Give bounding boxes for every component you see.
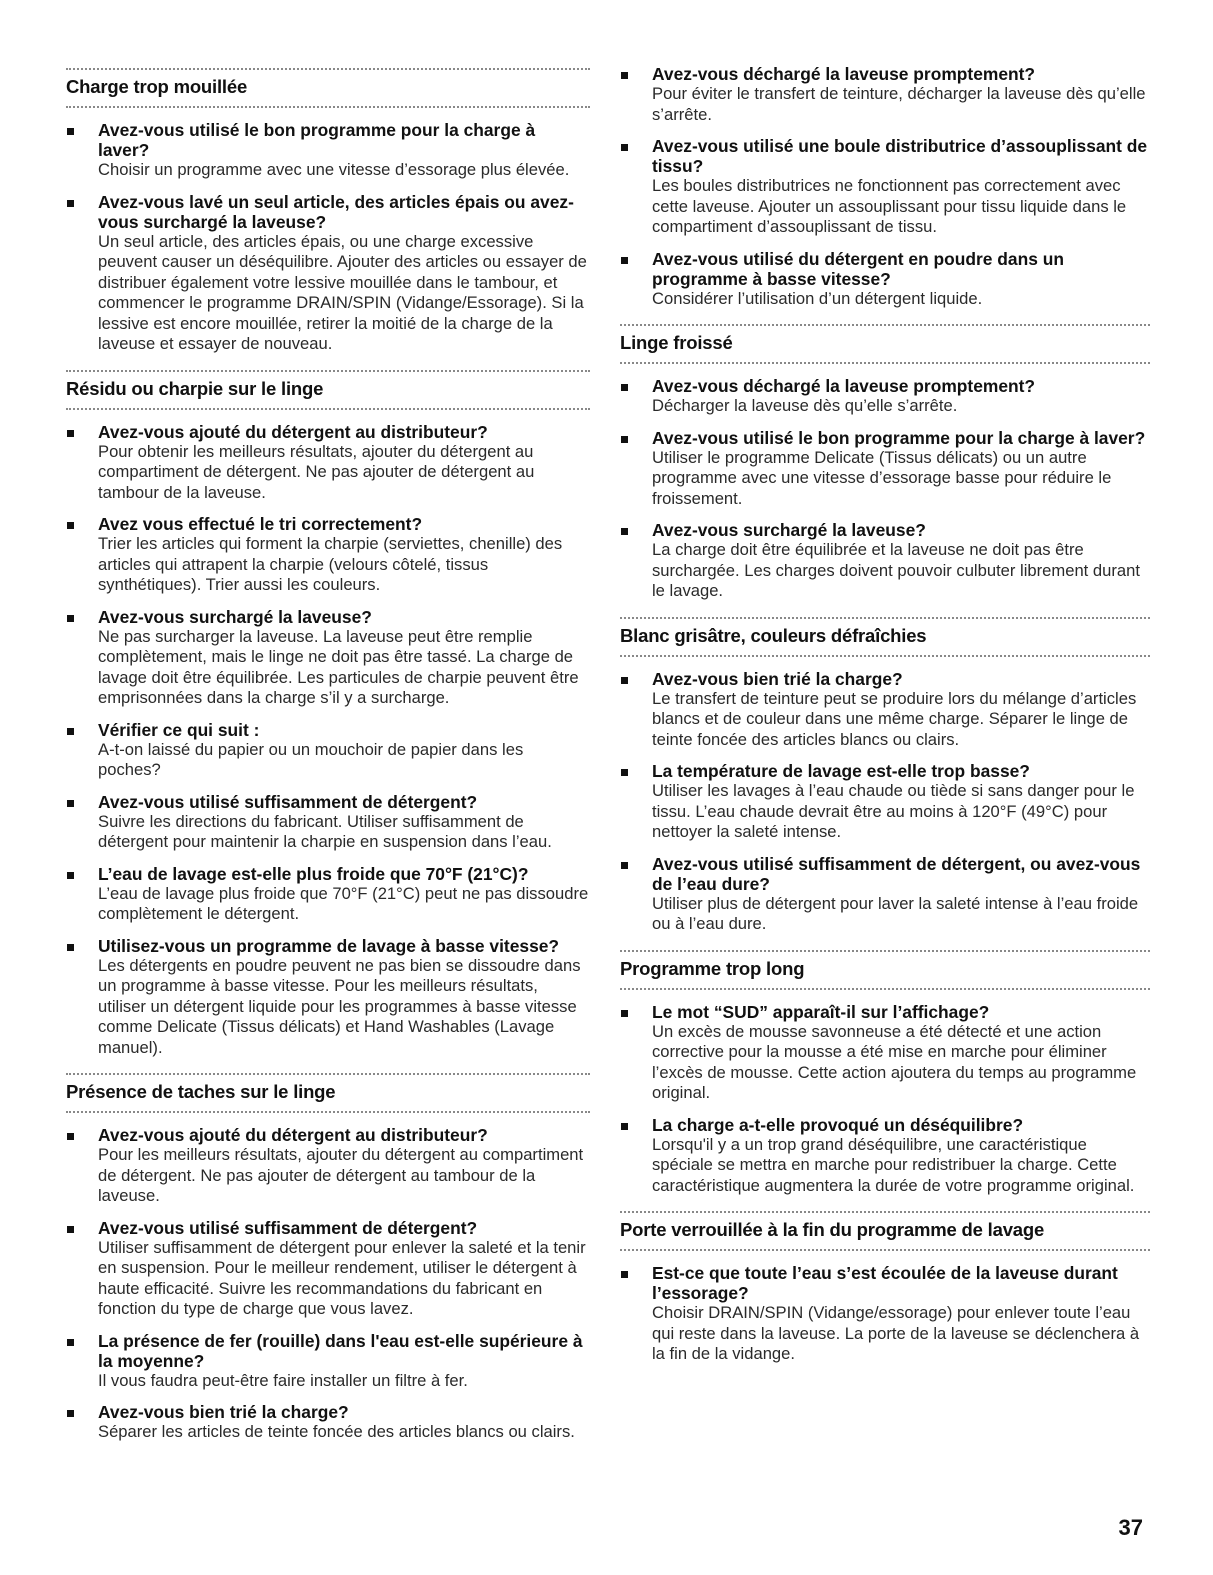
section-title: Présence de taches sur le linge [66, 1081, 336, 1102]
section-header [66, 1069, 590, 1113]
troubleshooting-item [620, 854, 1150, 935]
item-question: La présence de fer (rouille) dans l'eau est-elle supérieure à la moyenne? [98, 1330, 583, 1371]
section-header [620, 946, 1150, 990]
item-question: Avez-vous utilisé suffisamment de détergent? [98, 1217, 478, 1238]
item-answer: Utiliser suffisamment de détergent pour enlever la saleté et la tenir en suspension. Pour le meilleur rendement, utiliser le détergent à haute efficacité. Suivre les recommandations du fabricant en fonction du type de charge que vous lavez. [98, 1237, 586, 1318]
troubleshooting-item [620, 249, 1150, 310]
item-question: Avez-vous ajouté du détergent au distributeur? [98, 421, 488, 442]
item-question: La température de lavage est-elle trop basse? [652, 761, 1030, 781]
right-column [620, 64, 1150, 1376]
item-question: L’eau de lavage est-elle plus froide que 70°F (21°C)? [98, 863, 529, 884]
item-answer: Décharger la laveuse dès qu’elle s’arrête. [652, 396, 958, 415]
square-bullet-icon [621, 677, 628, 684]
troubleshooting-item [66, 720, 590, 781]
troubleshooting-item [620, 1115, 1150, 1197]
item-answer: Pour éviter le transfert de teinture, décharger la laveuse dès qu’elle s’arrête. [652, 84, 1146, 124]
item-question: Avez-vous déchargé la laveuse promptement? [652, 64, 1036, 84]
item-question: Avez-vous utilisé le bon programme pour la charge à laver? [652, 427, 1146, 448]
item-answer: Ne pas surcharger la laveuse. La laveuse peut être remplie complètement, mais le linge ne doit pas être tassé. La charge de lavage doit être équilibrée. Les particules de charpie peuvent être emprisonnées dans la charge s’il y a surcharge. [98, 626, 579, 707]
square-bullet-icon [67, 800, 74, 807]
troubleshooting-item [66, 514, 590, 596]
item-answer: Choisir DRAIN/SPIN (Vidange/essorage) pour enlever toute l’eau qui reste dans la laveuse. La porte de la laveuse se déclenchera à la fin de la vidange. [652, 1303, 1140, 1363]
troubleshooting-item [66, 120, 590, 181]
item-question: Avez-vous utilisé une boule distributrice d’assouplissant de tissu? [652, 136, 1148, 176]
square-bullet-icon [621, 384, 628, 391]
item-question: Avez-vous utilisé du détergent en poudre dans un programme à basse vitesse? [652, 248, 1064, 289]
troubleshooting-item [620, 136, 1150, 238]
troubleshooting-item [620, 669, 1150, 751]
square-bullet-icon [621, 72, 628, 79]
section [620, 946, 1150, 1197]
item-answer: Lorsqu'il y a un trop grand déséquilibre, une caractéristique spéciale se mettra en marche pour redistribuer la charge. Cette caractéristique augmentera la durée de votre programme original. [652, 1134, 1135, 1195]
section [66, 64, 590, 355]
item-question: Vérifier ce qui suit : [98, 719, 260, 740]
item-answer: Le transfert de teinture peut se produire lors du mélange d’articles blancs et de couleur dans une même charge. Séparer le linge de teinte foncée des articles blancs ou clairs. [652, 688, 1137, 749]
section [620, 613, 1150, 935]
item-answer: Séparer les articles de teinte foncée des articles blancs ou clairs. [98, 1422, 575, 1441]
troubleshooting-item [620, 520, 1150, 602]
section-title: Linge froissé [620, 332, 733, 353]
item-question: Le mot “SUD” apparaît-il sur l’affichage? [652, 1001, 990, 1022]
square-bullet-icon [67, 728, 74, 735]
square-bullet-icon [67, 1339, 74, 1346]
square-bullet-icon [67, 522, 74, 529]
square-bullet-icon [621, 1010, 628, 1017]
square-bullet-icon [67, 128, 74, 135]
item-answer: L’eau de lavage plus froide que 70°F (21°C) peut ne pas dissoudre complètement le détergent. [98, 883, 589, 923]
troubleshooting-item [620, 376, 1150, 417]
troubleshooting-item [620, 761, 1150, 843]
item-answer: Les boules distributrices ne fonctionnent pas correctement avec cette laveuse. Ajouter un assouplissant pour tissu liquide dans le compartiment d’assouplissant de tissu. [652, 176, 1127, 236]
troubleshooting-item [66, 1331, 590, 1392]
item-answer: Utiliser plus de détergent pour laver la saleté intense à l’eau froide ou à l’eau dure. [652, 893, 1139, 933]
item-answer: Suivre les directions du fabricant. Utiliser suffisamment de détergent pour maintenir la charpie en suspension dans l’eau. [98, 811, 552, 851]
item-question: La charge a-t-elle provoqué un déséquilibre? [652, 1114, 1024, 1135]
square-bullet-icon [67, 1226, 74, 1233]
item-question: Avez-vous déchargé la laveuse promptement? [652, 376, 1036, 396]
item-answer: Trier les articles qui forment la charpie (serviettes, chenille) des articles qui attrapent la charpie (velours côtelé, tissus synthétiques). Trier aussi les couleurs. [98, 534, 563, 594]
square-bullet-icon [621, 257, 628, 264]
square-bullet-icon [621, 528, 628, 535]
item-question: Avez-vous lavé un seul article, des articles épais ou avez-vous surchargé la laveuse? [98, 191, 574, 232]
troubleshooting-item [66, 1218, 590, 1320]
section-title: Programme trop long [620, 957, 805, 979]
item-question: Avez-vous bien trié la charge? [652, 668, 903, 689]
troubleshooting-item [620, 428, 1150, 510]
troubleshooting-item [620, 1002, 1150, 1104]
section-title: Charge trop mouillée [66, 76, 248, 97]
section-title: Porte verrouillée à la fin du programme de lavage [620, 1219, 1045, 1240]
item-question: Avez vous effectué le tri correctement? [98, 514, 423, 534]
troubleshooting-item [620, 64, 1150, 125]
square-bullet-icon [67, 1133, 74, 1140]
square-bullet-icon [67, 944, 74, 951]
square-bullet-icon [67, 430, 74, 437]
square-bullet-icon [621, 1123, 628, 1130]
item-answer: Les détergents en poudre peuvent ne pas bien se dissoudre dans un programme à basse vitesse. Pour les meilleurs résultats, utiliser un détergent liquide pour les programmes à basse vitesse comme Delicate (Tissus délicats) et Hand Washables (Lavage manuel). [98, 955, 581, 1057]
troubleshooting-item [66, 1125, 590, 1207]
item-answer: Un excès de mousse savonneuse a été détecté et une action corrective pour la mousse a été mise en marche pour éliminer l’excès de mousse. Cette action ajoutera du temps au programme original. [652, 1021, 1137, 1102]
page-number: 37 [1118, 1515, 1143, 1540]
troubleshooting-item [66, 792, 590, 853]
section-header [620, 613, 1150, 657]
square-bullet-icon [621, 1271, 628, 1278]
item-answer: Considérer l’utilisation d’un détergent liquide. [652, 288, 983, 308]
square-bullet-icon [621, 862, 628, 869]
left-column [66, 64, 590, 1454]
section-header [66, 64, 590, 108]
item-answer: Utiliser les lavages à l’eau chaude ou tiède si sans danger pour le tissu. L’eau chaude devrait être au moins à 120°F (49°C) pour nettoyer la saleté intense. [652, 781, 1135, 841]
item-answer: Un seul article, des articles épais, ou une charge excessive peuvent causer un déséquilibre. Ajouter des articles ou essayer de distribuer également votre lessive mouillée dans le tambour, et commencer le programme DRAIN/SPIN (Vidange/Essorage). Si la lessive est encore mouillée, retirer la moitié de la charge de la laveuse et essayer de nouveau. [98, 231, 587, 353]
item-question: Avez-vous utilisé suffisamment de détergent, ou avez-vous de l’eau dure? [652, 853, 1141, 894]
section [66, 1069, 590, 1443]
item-question: Avez-vous utilisé le bon programme pour la charge à laver? [98, 120, 536, 160]
item-answer: Pour les meilleurs résultats, ajouter du détergent au compartiment de détergent. Ne pas ajouter de détergent au tambour de la laveuse. [98, 1145, 584, 1205]
square-bullet-icon [67, 200, 74, 207]
troubleshooting-item [66, 422, 590, 504]
section-title: Résidu ou charpie sur le linge [66, 377, 324, 399]
item-answer: Choisir un programme avec une vitesse d’essorage plus élevée. [98, 160, 570, 179]
section-title: Blanc grisâtre, couleurs défraîchies [620, 624, 927, 646]
item-question: Avez-vous bien trié la charge? [98, 1402, 349, 1422]
troubleshooting-item [66, 864, 590, 925]
troubleshooting-item [66, 1402, 590, 1443]
section-header [620, 320, 1150, 364]
item-answer: Utiliser le programme Delicate (Tissus délicats) ou un autre programme avec une vitesse d’essorage basse pour réduire le froissement. [652, 447, 1112, 508]
item-answer: La charge doit être équilibrée et la laveuse ne doit pas être surchargée. Les charges doivent pouvoir culbuter librement durant le lavage. [652, 540, 1140, 600]
section-header [66, 366, 590, 410]
item-question: Avez-vous ajouté du détergent au distributeur? [98, 1125, 488, 1145]
section [620, 1207, 1150, 1365]
square-bullet-icon [67, 872, 74, 879]
square-bullet-icon [67, 1410, 74, 1417]
item-question: Avez-vous utilisé suffisamment de détergent? [98, 791, 478, 812]
troubleshooting-item [66, 936, 590, 1059]
item-question: Utilisez-vous un programme de lavage à basse vitesse? [98, 935, 560, 956]
item-answer: Pour obtenir les meilleurs résultats, ajouter du détergent au compartiment de détergent. Ne pas ajouter de détergent au tambour de la laveuse. [98, 441, 535, 502]
troubleshooting-item [66, 192, 590, 355]
section-header [620, 1207, 1150, 1251]
square-bullet-icon [67, 615, 74, 622]
item-question: Avez-vous surchargé la laveuse? [652, 520, 926, 540]
item-answer: A-t-on laissé du papier ou un mouchoir de papier dans les poches? [98, 739, 524, 779]
square-bullet-icon [621, 769, 628, 776]
item-question: Avez-vous surchargé la laveuse? [98, 606, 372, 627]
square-bullet-icon [621, 436, 628, 443]
troubleshooting-item [66, 607, 590, 709]
item-question: Est-ce que toute l’eau s’est écoulée de la laveuse durant l’essorage? [652, 1263, 1118, 1303]
square-bullet-icon [621, 144, 628, 151]
troubleshooting-item [620, 1263, 1150, 1365]
section [620, 320, 1150, 602]
item-answer: Il vous faudra peut-être faire installer un filtre à fer. [98, 1370, 468, 1390]
section [66, 366, 590, 1059]
